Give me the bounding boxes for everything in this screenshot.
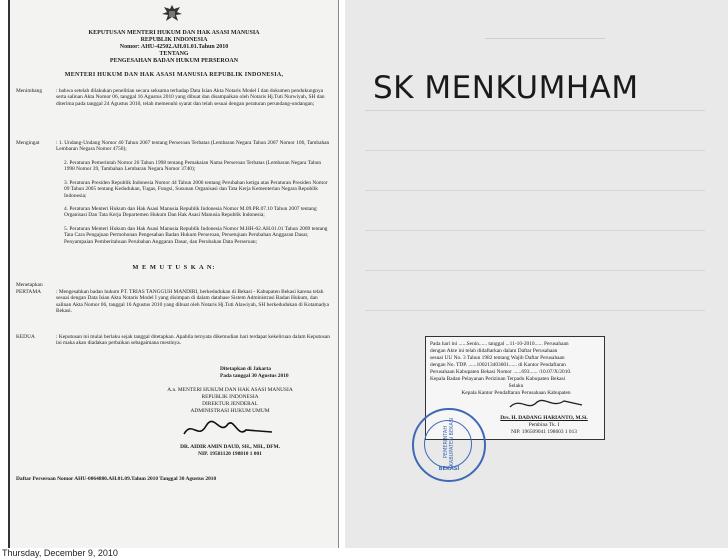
ditetapkan-place: Ditetapkan di Jakarta: [220, 366, 271, 372]
decree-header-title: KEPUTUSAN MENTERI HUKUM DAN HAK ASASI MANUSIA: [88, 30, 260, 36]
decree-header-subject: PENGESAHAN BADAN HUKUM PERSEROAN: [109, 58, 239, 64]
registry-line-3: sesuai UU No. 3 Tahun 1982 tentang Wajib Daftar Perusahaan: [430, 355, 565, 361]
daftar-perseroan: Daftar Perseroan Nomor AHU-0064880.AH.01.09.Tahun 2010 Tanggal 30 Agustus 2010: [16, 476, 217, 482]
footer-date: Thursday, December 9, 2010: [2, 548, 118, 558]
menetapkan-label: Menetapkan: [16, 282, 43, 288]
menimbang-label: Menimbang: [16, 88, 43, 94]
signature-scribble: [180, 416, 280, 444]
memutuskan-heading: M E M U T U S K A N:: [132, 264, 216, 271]
signer-block-3: DIREKTUR JENDERAL: [202, 401, 258, 407]
kedua-label: KEDUA: [16, 334, 35, 340]
garuda-emblem-icon: [160, 3, 184, 25]
menimbang-text: : bahwa setelah dilakukan penelitian secara seksama terhadap Data Isian Akta Notaris Model I dan dokumen pendukungnya serta salinan Akta Nomor 06, tanggal 16 Agustus 2010 yang dibuat dan disampaikan oleh Notaris Hj.Tuti Nurwiyah, SH dan diterima pada tanggal 24 Agustus 2010, telah memenuhi syarat dan telah sesuai dengan peraturan perundang-undangan;: [56, 88, 325, 107]
mengingat-item-4: 4. Peraturan Menteri Hukum dan Hak Asasi Manusia Republik Indonesia Nomor M.09.PR.07.10 Tahun 2007 tentang Organisasi Dan Tata Kerja Departemen Hukum Dan Hak Asasi Manusia Republik Indonesia;: [64, 206, 317, 219]
registry-line-8: Kepala Kantor Pendaftaran Perusahaan Kabupaten: [461, 390, 571, 396]
signer-block-2: REPUBLIK INDONESIA: [201, 394, 259, 400]
decree-header-republic: REPUBLIK INDONESIA: [140, 37, 208, 43]
ditetapkan-date: Pada tanggal 30 Agustus 2010: [220, 373, 289, 379]
seal-bottom-text: BEKASI: [438, 466, 460, 472]
official-seal: [412, 408, 486, 482]
mengingat-label: Mengingat: [16, 140, 40, 146]
mengingat-item-5: 5. Peraturan Menteri Hukum dan Hak Asasi Manusia Republik Indonesia Nomor M.HH-02.AH.01.01 Tahun 2009 tentang Tata Cara Pengajuan Permohonan Pengesahan Badan Hukum Perseroan, Persetujuan Perubahan Anggaran Dasar, Penyampaian Pemberitahuan Perubahan Anggaran Dasar, dan Perubahan Data Perseroan;: [64, 226, 328, 245]
registry-officer-nip: NIP. 196509041 198603 1 013: [510, 429, 578, 435]
registry-line-6: Kepala Badan Pelayanan Perizinan Terpadu Kabupaten Bekasi: [430, 376, 566, 382]
mengingat-item-3: 3. Peraturan Presiden Republik Indonesia Nomor 44 Tahun 2006 tentang Perubahan ketiga atas Peraturan Presiden Nomor 09 Tahun 2005 tentang Kedudukan, Tugas, Fungsi, Susunan Organisasi dan Tata Kerja Kementerian Negara Republik Indonesia;: [64, 180, 328, 199]
kedua-text: : Keputusan ini mulai berlaku sejak tanggal ditetapkan. Apabila ternyata dikemudian hari terdapat kekeliruan dalam Keputusan ini maka akan diadakan perbaikan sebagaimana mestinya.: [56, 334, 330, 347]
overlay-title: SK MENKUMHAM: [373, 70, 639, 106]
decree-header-number: Nomor: AHU-42502.AH.01.01.Tahun 2010: [119, 44, 229, 50]
registry-line-5: Perusahaan Kabupaten Bekasi Nomor ......693...... /10.07/X/2010.: [430, 369, 572, 375]
registry-signature: [506, 395, 586, 413]
signer-block-1: A.n. MENTERI HUKUM DAN HAK ASASI MANUSIA: [167, 387, 293, 393]
seal-text: PEMERINTAH KABUPATEN BEKASI: [443, 417, 455, 467]
mengingat-item-1: : 1. Undang-Undang Nomor 40 Tahun 2007 tentang Perseroan Terbatas (Lembaran Negara Tahun 2007 Nomor 106, Tambahan Lembaran Negara Nomor 4756);: [56, 140, 330, 153]
pertama-text: : Mengesahkan badan hukum PT. TRIAS TANGGUH MANDIRI, berkedudukan di Bekasi - Kabupaten Bekasi karena telah sesuai dengan Data Isian Akta Notaris Model I yang disimpan di dalam database Sistem Administrasi Badan Hukum, dan salinan Akta Nomor 06, tanggal 16 Agustus 2010 yang dibuat oleh Notaris Hj.Tuti Alawiyah, SH berkedudukan di Kotamadya Bekasi.: [56, 289, 329, 315]
signer-name: DR. AIDIR AMIN DAUD, SH., MH., DFM.: [180, 444, 280, 450]
registry-officer-rank: Pembina Tk. I: [528, 422, 560, 428]
registry-line-2: dengan Akte ini telah didaftarkan dalam Daftar Perusahaan: [430, 348, 558, 354]
registry-officer-name: Drs. H. DADANG HARIANTO, M.Si.: [500, 415, 588, 421]
registry-line-1: Pada hari ini ......Senin...... tanggal ...11-10-2010...... Perusahaan: [430, 341, 569, 347]
registry-line-7: Selaku: [508, 383, 524, 389]
signer-block-4: ADMINISTRASI HUKUM UMUM: [190, 408, 270, 414]
signer-nip: NIP. 19581120 198810 1 001: [198, 451, 262, 457]
pertama-label: PERTAMA: [16, 289, 42, 295]
registry-line-4: dengan No. TDP. ......100213403601...... di Kantor Pendaftaran: [430, 362, 566, 368]
decree-page: [8, 0, 339, 548]
mengingat-item-2: 2. Peraturan Pemerintah Nomor 26 Tahun 1998 tentang Pemakaian Nama Perseroan Terbatas (Lembaran Negara Tahun 1998 Nomor 39, Tambahan Lembaran Negara Nomor 3740);: [64, 160, 322, 173]
decree-header-tentang: TENTANG: [159, 51, 189, 57]
minister-line: MENTERI HUKUM DAN HAK ASASI MANUSIA REPUBLIK INDONESIA,: [64, 72, 284, 78]
